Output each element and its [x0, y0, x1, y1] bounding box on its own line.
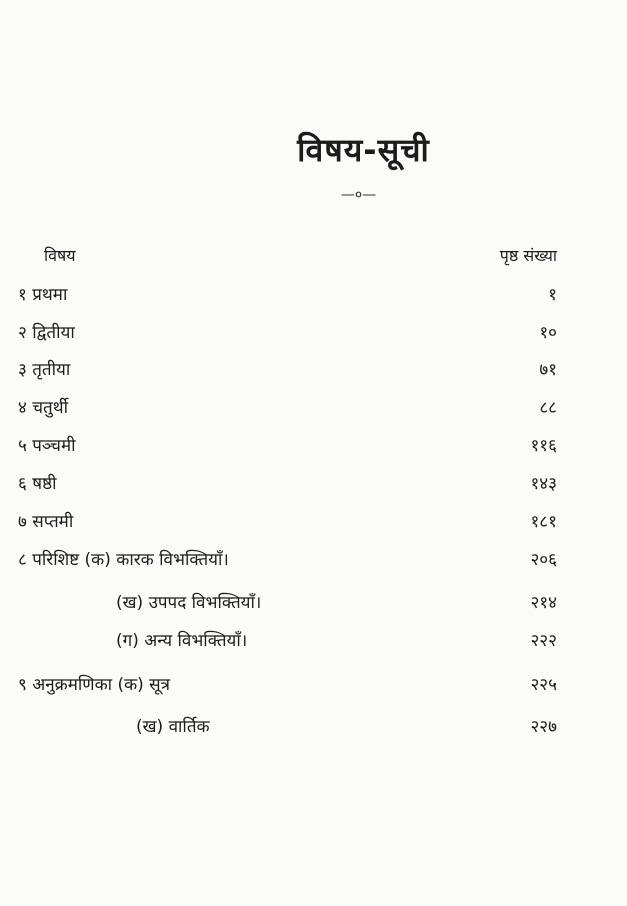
toc-entry-page: २०६ [530, 550, 557, 570]
toc-entry-page: २२७ [530, 717, 557, 737]
toc-entry-page: ८८ [539, 398, 557, 418]
toc-entry-label: १ प्रथमा [18, 285, 68, 305]
toc-entry-page: १ [548, 285, 557, 305]
toc-entry-label: ५ पञ्चमी [18, 436, 76, 456]
toc-row [0, 590, 627, 620]
toc-entry-page: १८१ [530, 512, 557, 532]
toc-entry-page: १४३ [530, 474, 557, 494]
toc-row [0, 714, 627, 744]
toc-entry-label: (ख) उपपद विभक्तियाँ। [116, 593, 262, 613]
toc-entry-label: ८ परिशिष्ट (क) कारक विभक्तियाँ। [18, 550, 229, 570]
toc-entry-label: (ग) अन्य विभक्तियाँ। [116, 631, 248, 651]
toc-row [0, 628, 627, 658]
title-ornament: —०— [340, 187, 377, 203]
toc-row [0, 547, 627, 577]
toc-entry-label: २ द्वितीया [18, 323, 75, 343]
toc-entry-page: १० [539, 323, 557, 343]
toc-entry-page: २२५ [530, 675, 557, 695]
page-title: विषय-सूची [297, 131, 430, 169]
toc-row [0, 509, 627, 539]
toc-row [0, 471, 627, 501]
toc-row [0, 282, 627, 312]
toc-entry-label: ३ तृतीया [18, 360, 71, 380]
toc-entry-page: ७१ [539, 360, 557, 380]
toc-entry-label: ४ चतुर्थी [18, 398, 68, 418]
toc-entry-label: ९ अनुक्रमणिका (क) सूत्र [18, 675, 171, 695]
toc-entry-label: (ख) वार्तिक [136, 717, 210, 737]
toc-row [0, 357, 627, 387]
toc-entry-label: ६ षष्ठी [18, 474, 57, 494]
toc-row [0, 433, 627, 463]
toc-entry-label: ७ सप्तमी [18, 512, 74, 532]
toc-entry-page: ११६ [530, 436, 557, 456]
toc-row [0, 395, 627, 425]
toc-entry-page: २२२ [530, 631, 557, 651]
toc-row [0, 672, 627, 702]
toc-row [0, 320, 627, 350]
subject-column-header: विषय [44, 246, 76, 265]
page-number-column-header: पृष्ठ संख्या [499, 246, 557, 265]
toc-entry-page: २१४ [530, 593, 557, 613]
